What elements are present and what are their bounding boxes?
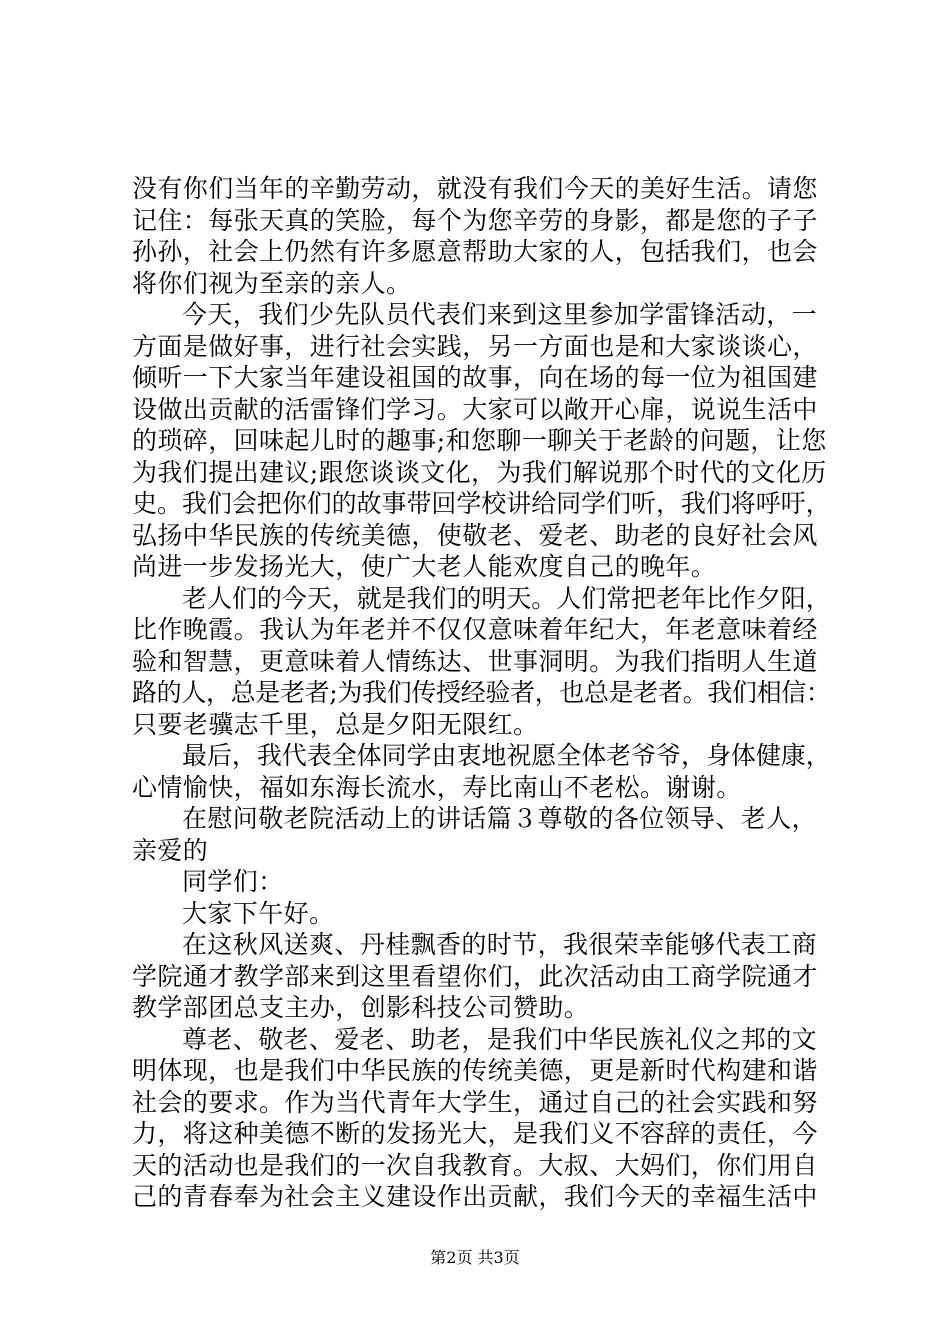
text-line: 大家下午好。 bbox=[182, 898, 335, 928]
text-line: 在慰问敬老院活动上的讲话篇３尊敬的各位领导、老人， bbox=[182, 804, 818, 833]
text-line: 尚进一步发扬光大，使广大老人能欢度自己的晚年。 bbox=[132, 552, 717, 581]
text-line: 史。我们会把你们的故事带回学校讲给同学们听，我们将呼吁， bbox=[132, 489, 831, 518]
text-line: 孙孙，社会上仍然有许多愿意帮助大家的人，包括我们，也会 bbox=[132, 237, 818, 266]
text-line: 亲爱的 bbox=[132, 835, 209, 865]
text-line: 老人们的今天，就是我们的明天。人们常把老年比作夕阳， bbox=[182, 583, 831, 613]
text-line: 心情愉快，福如东海长流水，寿比南山不老松。谢谢。 bbox=[132, 772, 742, 802]
text-line: 同学们： bbox=[182, 867, 284, 896]
text-line: 最后，我代表全体同学由衷地祝愿全体老爷爷，身体健康， bbox=[182, 741, 831, 770]
text-line: 记住：每张天真的笑脸，每个为您辛劳的身影，都是您的子子 bbox=[132, 205, 818, 235]
text-line: 没有你们当年的辛勤劳动，就没有我们今天的美好生活。请您 bbox=[132, 174, 818, 203]
text-line: 今天，我们少先队员代表们来到这里参加学雷锋活动，一 bbox=[182, 300, 818, 329]
text-line: 学院通才教学部来到这里看望你们，此次活动由工商学院通才 bbox=[132, 961, 818, 991]
text-line: 将你们视为至亲的亲人。 bbox=[132, 268, 412, 298]
page-number-footer: 第2页 共3页 bbox=[430, 1248, 520, 1267]
text-line: 方面是做好事，进行社会实践，另一方面也是和大家谈谈心， bbox=[132, 331, 818, 361]
text-line: 比作晚霞。我认为年老并不仅仅意味着年纪大，年老意味着经 bbox=[132, 615, 818, 644]
text-line: 弘扬中华民族的传统美德，使敬老、爱老、助老的良好社会风 bbox=[132, 520, 818, 550]
text-line: 倾听一下大家当年建设祖国的故事，向在场的每一位为祖国建 bbox=[132, 363, 818, 392]
text-line: 设做出贡献的活雷锋们学习。大家可以敞开心扉，说说生活中 bbox=[132, 394, 818, 424]
text-line: 力，将这种美德不断的发扬光大，是我们义不容辞的责任，今 bbox=[132, 1119, 818, 1148]
text-line: 的琐碎，回味起儿时的趣事;和您聊一聊关于老龄的问题，让您 bbox=[132, 426, 827, 455]
text-line: 只要老骥志千里，总是夕阳无限红。 bbox=[132, 709, 539, 739]
text-line: 天的活动也是我们的一次自我教育。大叔、大妈们，你们用自 bbox=[132, 1150, 818, 1180]
document-body bbox=[132, 173, 832, 1213]
text-line: 路的人，总是老者;为我们传授经验者，也总是老者。我们相信： bbox=[132, 678, 831, 707]
text-line: 明体现，也是我们中华民族的传统美德，更是新时代构建和谐 bbox=[132, 1056, 818, 1085]
text-line: 验和智慧，更意味着人情练达、世事洞明。为我们指明人生道 bbox=[132, 646, 818, 676]
text-line: 尊老、敬老、爱老、助老，是我们中华民族礼仪之邦的文 bbox=[182, 1024, 818, 1054]
text-line: 社会的要求。作为当代青年大学生，通过自己的社会实践和努 bbox=[132, 1087, 818, 1117]
text-line: 己的青春奉为社会主义建设作出贡献，我们今天的幸福生活中 bbox=[132, 1182, 818, 1211]
text-line: 在这秋风送爽、丹桂飘香的时节，我很荣幸能够代表工商 bbox=[182, 930, 818, 959]
text-line: 为我们提出建议;跟您谈谈文化，为我们解说那个时代的文化历 bbox=[132, 457, 827, 487]
text-line: 教学部团总支主办，创影科技公司赞助。 bbox=[132, 993, 590, 1022]
